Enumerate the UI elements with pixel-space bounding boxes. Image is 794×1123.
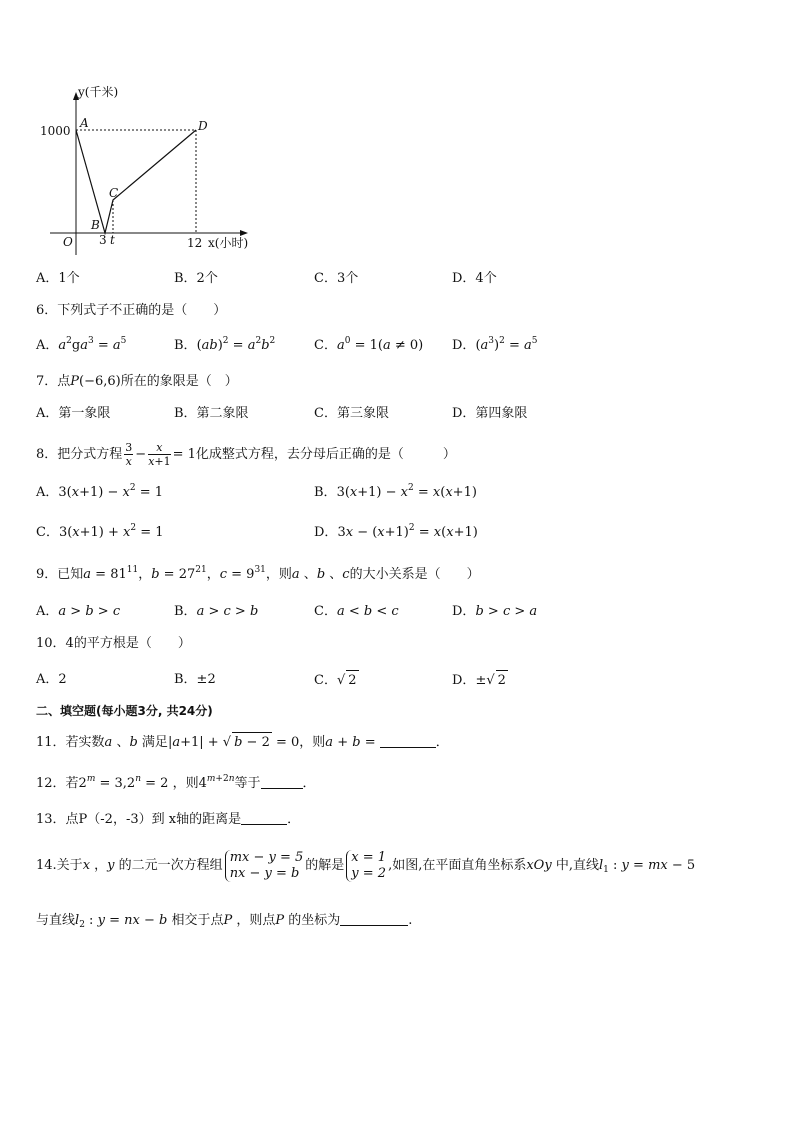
q13-answer-blank[interactable] [241,810,287,825]
q6-stem: 6．下列式子不正确的是（ ） [36,303,227,318]
q10-option-a[interactable]: A．2 [36,672,67,687]
q11-stem: 11．若实数a 、b 满足|a+1| + √ b − 2 = 0，则a + b = ． [36,732,449,752]
q9-stem: 9．已知$a = 81^{11}$，$b = 27^{21}$，$c = 9^{31}$，则a 、b 、c的大小关系是（ ） [36,565,480,582]
x-tick-t: t [110,233,115,247]
q9-option-a[interactable]: A．a > b > c [36,604,121,619]
point-a-label: A [80,116,89,130]
q10-option-b[interactable]: B．±2 [174,672,216,687]
x-tick-12: 12 [187,236,203,250]
point-d-label: D [198,119,208,133]
x-tick-3: 3 [99,233,107,247]
q7-stem: 7．点P(−6,6)所在的象限是（ ） [36,374,238,389]
point-c-label: C [109,186,119,200]
q9-option-c[interactable]: C．a < b < c [314,604,399,619]
q5-option-b[interactable]: B．2个 [174,271,218,286]
q6-option-b[interactable]: B．$(ab)^2 = a^2b^2$ [174,336,276,353]
q10-stem: 10．4的平方根是（ ） [36,636,191,651]
q10-option-d[interactable]: D．±√ 2 [452,670,508,691]
q6-option-d[interactable]: D．$(a^3)^2 = a^5$ [452,336,538,353]
q8-option-a[interactable]: A．$3(x+1) - x^2 = 1$ [36,483,163,500]
q10-option-c[interactable]: C．√ 2 [314,670,359,691]
origin-label: O [63,235,73,249]
q14-stem: 14.关于x ，y 的二元一次方程组 mx − y = 5 nx − y = b 的解是 x = 1 y = 2 ,如图,在平面直角坐标系xOy 中,直线$l_1$ : y = mx − 5 [36,849,696,881]
distance-time-graph [36,80,276,260]
q7-option-a[interactable]: A．第一象限 [36,406,111,421]
q12-answer-blank[interactable] [261,774,303,789]
q13-stem: 13．点P（-2，-3）到 x轴的距离是 ． [36,812,301,827]
q5-option-c[interactable]: C．3个 [314,271,359,286]
q9-option-b[interactable]: B．a > c > b [174,604,259,619]
q7-option-c[interactable]: C．第三象限 [314,406,389,421]
q5-option-d[interactable]: D．4个 [452,271,497,286]
x-axis-label: x(小时) [208,236,249,250]
q14-stem-line2: 与直线$l_2$ : y = nx − b 相交于点P ，则点P 的坐标为 . [36,913,413,930]
q7-option-b[interactable]: B．第二象限 [174,406,249,421]
q12-stem: 12．若$2^m = 3,2^n = 2$ ，则$4^{m+2n}$等于 ． [36,774,316,791]
q8-stem: 8．把分式方程 $\frac{3}{x}$ − $\frac{x}{x+1}$ = 1化成整式方程，去分母后正确的是（ ） [36,441,456,468]
q9-option-d[interactable]: D．b > c > a [452,604,538,619]
point-b-label: B [91,218,100,232]
q14-answer-blank[interactable] [340,911,408,926]
q8-option-b[interactable]: B．$3(x+1) - x^2 = x(x+1)$ [314,483,477,500]
q8-option-c[interactable]: C．$3(x+1) + x^2 = 1$ [36,523,164,540]
y-tick-1000: 1000 [40,124,71,138]
q7-option-d[interactable]: D．第四象限 [452,406,528,421]
section-2-title: 二、填空题(每小题3分, 共24分) [36,704,213,718]
y-axis-label: y(千米) [78,85,119,99]
q11-answer-blank[interactable] [380,733,436,748]
q8-option-d[interactable]: D．$3x - (x+1)^2 = x(x+1)$ [314,523,478,540]
q5-option-a[interactable]: A．1个 [36,271,80,286]
q6-option-a[interactable]: A．$a^2ga^3 = a^5$ [36,336,127,353]
q6-option-c[interactable]: C．$a^0 = 1(a \ne 0)$ [314,336,424,353]
